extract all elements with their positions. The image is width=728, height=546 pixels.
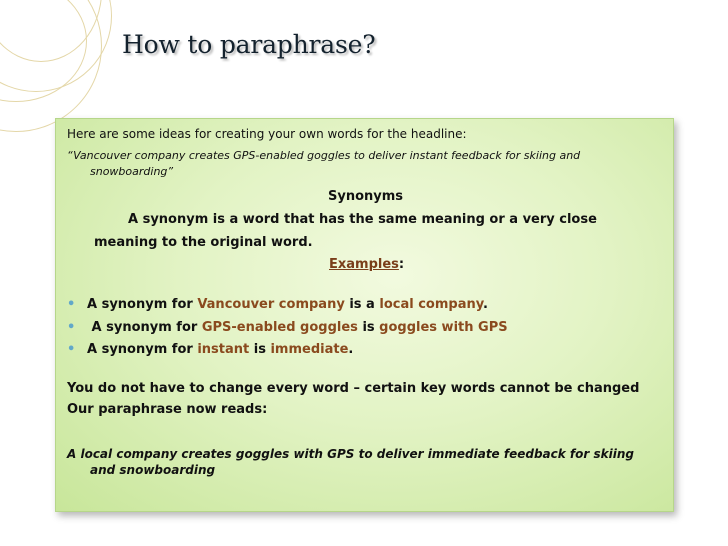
bullet-icon: •: [67, 320, 76, 335]
examples-link[interactable]: Examples: [329, 257, 399, 272]
intro-text: Here are some ideas for creating your own words for the headline:: [67, 127, 467, 141]
bullet-middle: is a: [344, 297, 380, 312]
slide-title: How to paraphrase?: [122, 30, 376, 59]
quote-line-1: “Vancouver company creates GPS-enabled goggles to deliver instant feedback for skiing and: [67, 149, 581, 162]
bullet-middle: is: [249, 342, 271, 357]
original-phrase: instant: [197, 342, 250, 357]
examples-heading: [329, 257, 404, 272]
synonym-phrase: goggles with GPS: [379, 320, 508, 335]
bullet-prefix: A synonym for: [87, 320, 202, 335]
definition-line-1: A synonym is a word that has the same meaning or a very close: [128, 212, 597, 227]
list-item: [67, 297, 488, 312]
original-phrase: Vancouver company: [197, 297, 345, 312]
bullet-suffix: .: [483, 297, 488, 312]
note-line-1: You do not have to change every word – certain key words cannot be changed: [67, 381, 640, 396]
note-line-2: Our paraphrase now reads:: [67, 402, 268, 417]
list-item: [67, 342, 353, 357]
synonym-phrase: immediate: [270, 342, 349, 357]
quote-line-2: snowboarding”: [90, 165, 174, 178]
synonym-phrase: local company: [379, 297, 484, 312]
bullet-middle: is: [357, 320, 380, 335]
bullet-prefix: A synonym for: [87, 342, 198, 357]
paraphrase-line-2: and snowboarding: [90, 463, 216, 477]
paraphrase-line-1: A local company creates goggles with GPS to deliver immediate feedback for skiing: [67, 447, 634, 461]
paraphrase-result: [67, 446, 634, 478]
bullet-prefix: A synonym for: [87, 297, 198, 312]
examples-colon: :: [398, 257, 405, 272]
bullet-suffix: .: [348, 342, 354, 357]
bullet-icon: •: [67, 342, 76, 357]
headline-quote: [67, 148, 667, 180]
list-item: [67, 320, 508, 335]
bullet-icon: •: [67, 297, 76, 312]
original-phrase: GPS-enabled goggles: [201, 320, 358, 335]
synonyms-heading: Synonyms: [328, 189, 404, 204]
definition-line-2: meaning to the original word.: [94, 235, 313, 250]
